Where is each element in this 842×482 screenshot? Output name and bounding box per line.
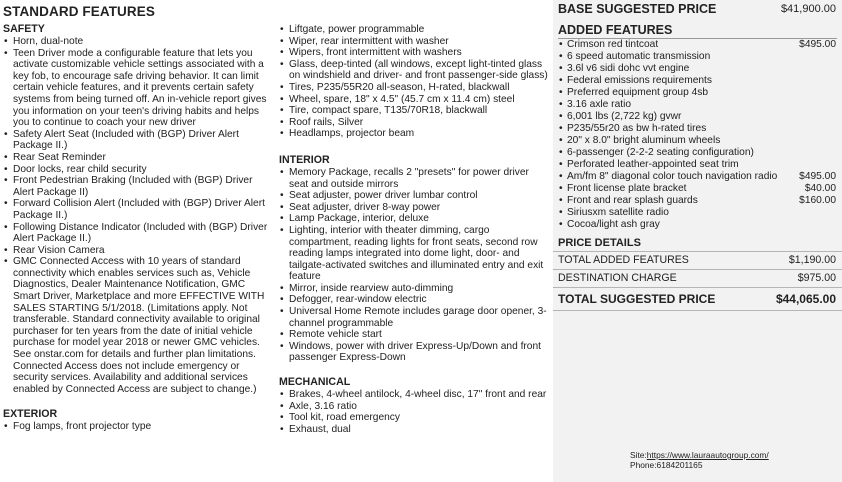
mechanical-heading: MECHANICAL (279, 376, 351, 389)
feature-item: • Glass, deep-tinted (all windows, except light-tinted glass on windshield and driver- and front passenger-side glass) (279, 59, 549, 82)
feature-item: • Defogger, rear-window electric (279, 294, 549, 306)
feature-item: • Door locks, rear child security (3, 164, 271, 176)
added-feature-item (558, 75, 836, 87)
feature-item: • Lamp Package, interior, deluxe (279, 213, 549, 225)
feature-item: • Remote vehicle start (279, 329, 549, 341)
added-feature-item (558, 219, 836, 231)
added-feature-name: • 6,001 lbs (2,722 kg) gvwr (567, 111, 682, 122)
standard-features-col-1 (3, 4, 271, 433)
pricing-panel (553, 0, 842, 482)
base-price-row (553, 0, 842, 18)
added-feature-item (558, 87, 836, 99)
added-feature-name: • 6 speed automatic transmission (567, 51, 711, 62)
feature-item: • Exhaust, dual (279, 424, 549, 436)
feature-item: • Wipers, front intermittent with washers (279, 47, 549, 59)
added-feature-name: • P235/55r20 as bw h-rated tires (567, 123, 707, 134)
added-features-heading: ADDED FEATURES (558, 23, 673, 37)
feature-item: • Windows, power with driver Express-Up/Down and front passenger Express-Down (279, 341, 549, 364)
added-feature-item (558, 63, 836, 75)
destination-row (553, 269, 842, 287)
feature-item: • Lighting, interior with theater dimming, cargo compartment, reading lights for front seats, second row reading lamps integrated into dome light, door- and tailgate-activated switches and illuminated entry and exit feature (279, 225, 549, 283)
added-feature-name: • Siriusxm satellite radio (567, 207, 669, 218)
added-feature-name: • 3.16 axle ratio (567, 99, 631, 110)
phone-number: 6184201165 (656, 460, 703, 470)
feature-item: • Front Pedestrian Braking (Included with (BGP) Driver Alert Package II) (3, 175, 271, 198)
phone-line (630, 460, 769, 470)
exterior-heading: EXTERIOR (3, 408, 58, 421)
standard-features-col-2 (279, 24, 549, 435)
standard-features-title: STANDARD FEATURES (3, 4, 155, 19)
added-feature-price: $495.00 (799, 39, 836, 50)
site-line (630, 450, 769, 460)
feature-item: • Horn, dual-note (3, 36, 271, 48)
destination-label: DESTINATION CHARGE (558, 272, 677, 284)
feature-item: • Teen Driver mode a configurable feature that lets you activate customizable vehicle settings associated with a key fob, to encourage safe driving behavior. It can limit certain vehicle features, and it prevents certain safety systems from being turned off. An in-vehicle report gives you information on your teen's driving habits and helps you to continue to coach your new driver (3, 48, 271, 129)
exterior-list (3, 421, 271, 433)
feature-item: • Roof rails, Silver (279, 117, 549, 129)
added-feature-name: • Am/fm 8" diagonal color touch navigation radio (567, 171, 778, 182)
total-added-value: $1,190.00 (788, 254, 836, 266)
added-feature-item (558, 51, 836, 63)
dealer-footer (630, 450, 769, 470)
feature-item: • Following Distance Indicator (Included with (BGP) Driver Alert Package II.) (3, 222, 271, 245)
added-feature-name: • Front and rear splash guards (567, 195, 698, 206)
feature-item: • Wiper, rear intermittent with washer (279, 36, 549, 48)
safety-heading: SAFETY (3, 23, 45, 35)
added-feature-item (558, 195, 836, 207)
added-feature-name: • Front license plate bracket (567, 183, 687, 194)
added-feature-item (558, 147, 836, 159)
added-feature-price: $495.00 (799, 171, 836, 182)
feature-item: • Fog lamps, front projector type (3, 421, 271, 433)
base-price-value: $41,900.00 (780, 3, 836, 15)
added-feature-item (558, 39, 836, 51)
price-details-heading: PRICE DETAILS (558, 237, 641, 249)
feature-item: • Seat adjuster, power driver lumbar control (279, 190, 549, 202)
added-feature-price: $40.00 (804, 183, 836, 194)
feature-item: • Brakes, 4-wheel antilock, 4-wheel disc, 17" front and rear (279, 389, 549, 401)
feature-item: • Tire, compact spare, T135/70R18, blackwall (279, 105, 549, 117)
added-features-list (553, 39, 842, 231)
feature-item: • Safety Alert Seat (Included with (BGP) Driver Alert Package II.) (3, 129, 271, 152)
interior-heading: INTERIOR (279, 153, 330, 166)
added-feature-name: • Perforated leather-appointed seat trim (567, 159, 739, 170)
site-link[interactable]: https://www.lauraautogroup.com/ (646, 450, 769, 460)
exterior-list-continued (279, 24, 549, 140)
added-feature-price: $160.00 (799, 195, 836, 206)
site-label: Site: (630, 450, 647, 460)
added-feature-item (558, 135, 836, 147)
interior-list (279, 167, 549, 364)
added-feature-item (558, 183, 836, 195)
added-feature-name: • 20" x 8.0" bright aluminum wheels (567, 135, 721, 146)
total-price-value: $44,065.00 (775, 292, 836, 306)
added-feature-name: • Federal emissions requirements (567, 75, 712, 86)
added-feature-item (558, 159, 836, 171)
mechanical-list (279, 389, 549, 435)
safety-list (3, 36, 271, 395)
feature-item: • Seat adjuster, driver 8-way power (279, 202, 549, 214)
feature-item: • GMC Connected Access with 10 years of standard connectivity which enables services such as, Vehicle Diagnostics, Dealer Maintenance Notification, GMC Smart Driver, Marketplace and more EFFECTIVE WITH SALES STARTING 5/1/2018. (Limitations apply. Not transferable. Standard connectivity available to original purchaser for ten years from the date of initial vehicle purchase for model year 2018 or newer GMC vehicles. See onstar.com for details and further plan limitations. Connected Access does not include emergency or security services. Availability and additional services enabled by Connected Access are subject to change.) (3, 256, 271, 395)
feature-item: • Rear Vision Camera (3, 245, 271, 257)
feature-item: • Memory Package, recalls 2 "presets" for power driver seat and outside mirrors (279, 167, 549, 190)
feature-item: • Wheel, spare, 18" x 4.5" (45.7 cm x 11.4 cm) steel (279, 94, 549, 106)
feature-item: • Axle, 3.16 ratio (279, 401, 549, 413)
added-feature-item (558, 207, 836, 219)
added-feature-item (558, 171, 836, 183)
added-feature-name: • 3.6l v6 sidi dohc vvt engine (567, 63, 690, 74)
feature-item: • Universal Home Remote includes garage door opener, 3-channel programmable (279, 306, 549, 329)
total-added-row (553, 251, 842, 269)
base-price-label: BASE SUGGESTED PRICE (558, 2, 717, 16)
feature-item: • Tool kit, road emergency (279, 412, 549, 424)
phone-label: Phone: (630, 460, 657, 470)
feature-item: • Liftgate, power programmable (279, 24, 549, 36)
feature-item: • Tires, P235/55R20 all-season, H-rated, blackwall (279, 82, 549, 94)
added-feature-item (558, 111, 836, 123)
added-feature-item (558, 99, 836, 111)
feature-item: • Headlamps, projector beam (279, 128, 549, 140)
feature-item: • Rear Seat Reminder (3, 152, 271, 164)
total-added-label: TOTAL ADDED FEATURES (558, 254, 689, 266)
feature-item: • Mirror, inside rearview auto-dimming (279, 283, 549, 295)
added-feature-name: • Crimson red tintcoat (567, 39, 659, 50)
total-price-row (553, 287, 842, 311)
added-feature-name: • 6-passenger (2-2-2 seating configuration) (567, 147, 754, 158)
added-feature-name: • Preferred equipment group 4sb (567, 87, 709, 98)
added-feature-item (558, 123, 836, 135)
added-feature-name: • Cocoa/light ash gray (567, 219, 660, 230)
total-price-label: TOTAL SUGGESTED PRICE (558, 292, 716, 306)
destination-value: $975.00 (797, 272, 836, 284)
feature-item: • Forward Collision Alert (Included with (BGP) Driver Alert Package II.) (3, 198, 271, 221)
